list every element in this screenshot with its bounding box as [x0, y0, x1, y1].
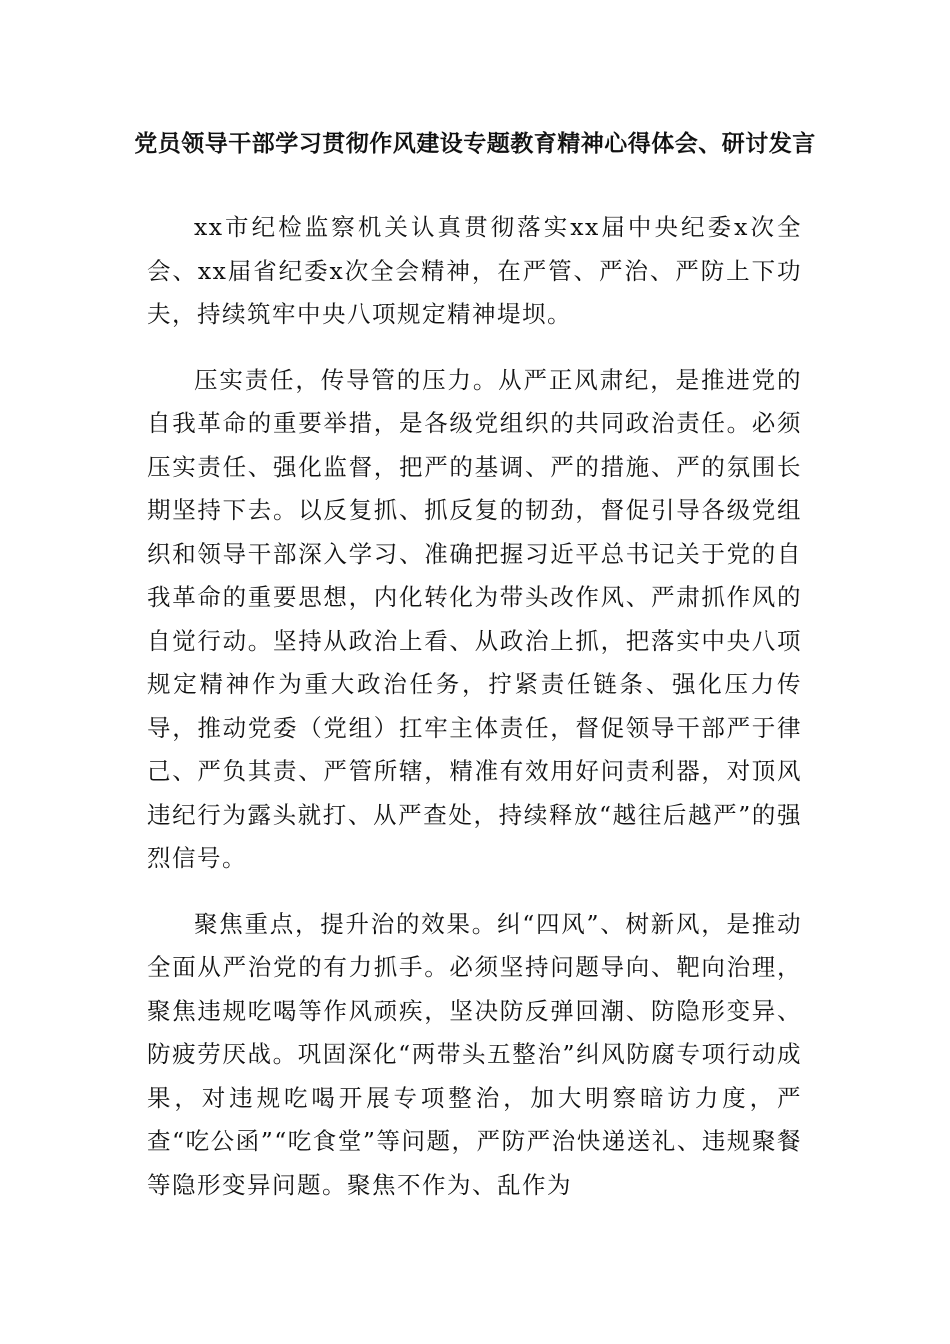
paragraph-focus: 聚焦重点，提升治的效果。纠“四风”、树新风，是推动全面从严治党的有力抓手。必须坚持问题导向、靶向治理，聚焦违规吃喝等作风顽疾，坚决防反弹回潮、防隐形变异、防疲劳厌战。巩固深化“两带头五整治”纠风防腐专项行动成果，对违规吃喝开展专项整治，加大明察暗访力度，严查“吃公函”“吃食堂”等问题，严防严治快递送礼、违规聚餐等隐形变异问题。聚焦不作为、乱作为: [147, 909, 802, 1199]
paragraph-responsibility: 压实责任，传导管的压力。从严正风肃纪，是推进党的自我革命的重要举措，是各级党组织的共同政治责任。必须压实责任、强化监督，把严的基调、严的措施、严的氛围长期坚持下去。以反复抓、抓反复的韧劲，督促引导各级党组织和领导干部深入学习、准确把握习近平总书记关于党的自我革命的重要思想，内化转化为带头改作风、严肃抓作风的自觉行动。坚持从政治上看、从政治上抓，把落实中央八项规定精神作为重大政治任务，拧紧责任链条、强化压力传导，推动党委（党组）扛牢主体责任，督促领导干部严于律己、严负其责、严管所辖，精准有效用好问责利器，对顶风违纪行为露头就打、从严查处，持续释放“越往后越严”的强烈信号。: [147, 365, 802, 872]
document-title: 党员领导干部学习贯彻作风建设专题教育精神心得体会、研讨发言: [134, 131, 816, 157]
document-body: [147, 206, 802, 1229]
paragraph-intro: xx市纪检监察机关认真贯彻落实xx届中央纪委x次全会、xx届省纪委x次全会精神，在严管、严治、严防上下功夫，持续筑牢中央八项规定精神堤坝。: [147, 213, 802, 328]
